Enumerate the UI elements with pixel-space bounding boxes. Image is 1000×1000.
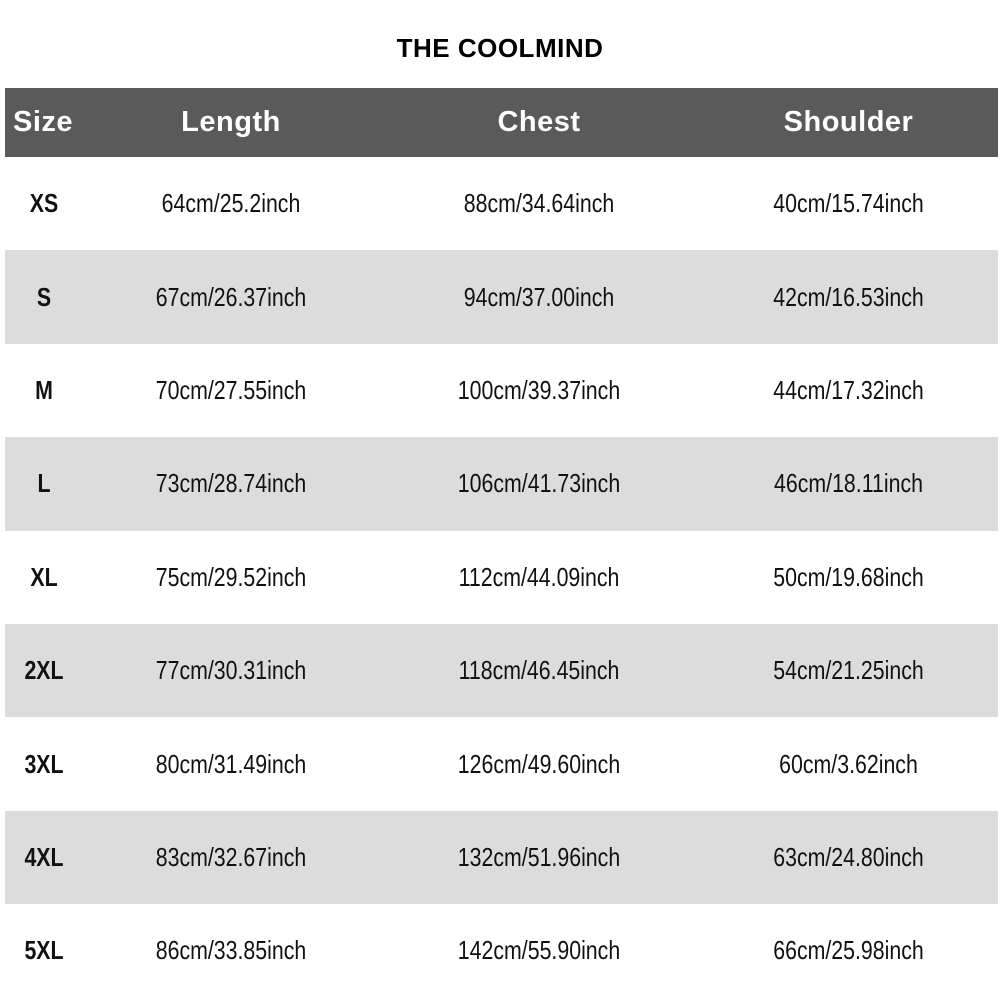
chest-cell: 132cm/51.96inch: [457, 841, 621, 872]
length-cell: 70cm/27.55inch: [155, 374, 307, 405]
length-cell: 83cm/32.67inch: [155, 841, 307, 872]
length-cell: 86cm/33.85inch: [155, 935, 307, 966]
size-cell: 5XL: [24, 935, 64, 966]
chest-cell: 126cm/49.60inch: [457, 748, 621, 779]
chest-cell: 94cm/37.00inch: [463, 281, 615, 312]
table-row: [5, 624, 998, 717]
length-cell: 64cm/25.2inch: [161, 188, 301, 219]
page-title: THE COOLMIND: [396, 33, 604, 63]
header-size: Size: [13, 106, 74, 138]
table-row: [5, 811, 998, 904]
chest-cell: 142cm/55.90inch: [457, 935, 621, 966]
length-cell: 67cm/26.37inch: [155, 281, 307, 312]
table-header: [5, 88, 998, 157]
size-cell: 2XL: [24, 655, 64, 686]
chest-cell: 100cm/39.37inch: [457, 374, 621, 405]
length-cell: 80cm/31.49inch: [155, 748, 307, 779]
chest-cell: 112cm/44.09inch: [458, 561, 620, 592]
size-cell: 4XL: [24, 841, 64, 872]
shoulder-cell: 50cm/19.68inch: [773, 561, 924, 592]
table-row: [5, 717, 998, 810]
header-length: Length: [181, 106, 281, 138]
shoulder-cell: 44cm/17.32inch: [773, 374, 924, 405]
table-row: [5, 250, 998, 343]
shoulder-cell: 42cm/16.53inch: [773, 281, 924, 312]
table-row: [5, 344, 998, 437]
shoulder-cell: 60cm/3.62inch: [779, 748, 918, 779]
size-cell: M: [35, 374, 53, 405]
chest-cell: 118cm/46.45inch: [458, 655, 620, 686]
header-chest: Chest: [497, 106, 581, 138]
chest-cell: 88cm/34.64inch: [463, 188, 615, 219]
size-cell: XL: [30, 561, 58, 592]
size-cell: L: [37, 468, 51, 499]
length-cell: 77cm/30.31inch: [155, 655, 307, 686]
shoulder-cell: 66cm/25.98inch: [773, 935, 924, 966]
table-row: [5, 437, 998, 530]
shoulder-cell: 46cm/18.11inch: [774, 468, 923, 499]
chest-cell: 106cm/41.73inch: [457, 468, 621, 499]
size-cell: 3XL: [24, 748, 64, 779]
table-row: [5, 157, 998, 250]
table-row: [5, 531, 998, 624]
length-cell: 73cm/28.74inch: [155, 468, 307, 499]
size-chart-table: [5, 88, 998, 998]
size-cell: XS: [29, 188, 59, 219]
table-row: [5, 904, 998, 997]
size-cell: S: [36, 281, 52, 312]
shoulder-cell: 63cm/24.80inch: [773, 841, 924, 872]
shoulder-cell: 40cm/15.74inch: [773, 188, 924, 219]
length-cell: 75cm/29.52inch: [155, 561, 307, 592]
header-shoulder: Shoulder: [783, 106, 914, 138]
shoulder-cell: 54cm/21.25inch: [773, 655, 924, 686]
